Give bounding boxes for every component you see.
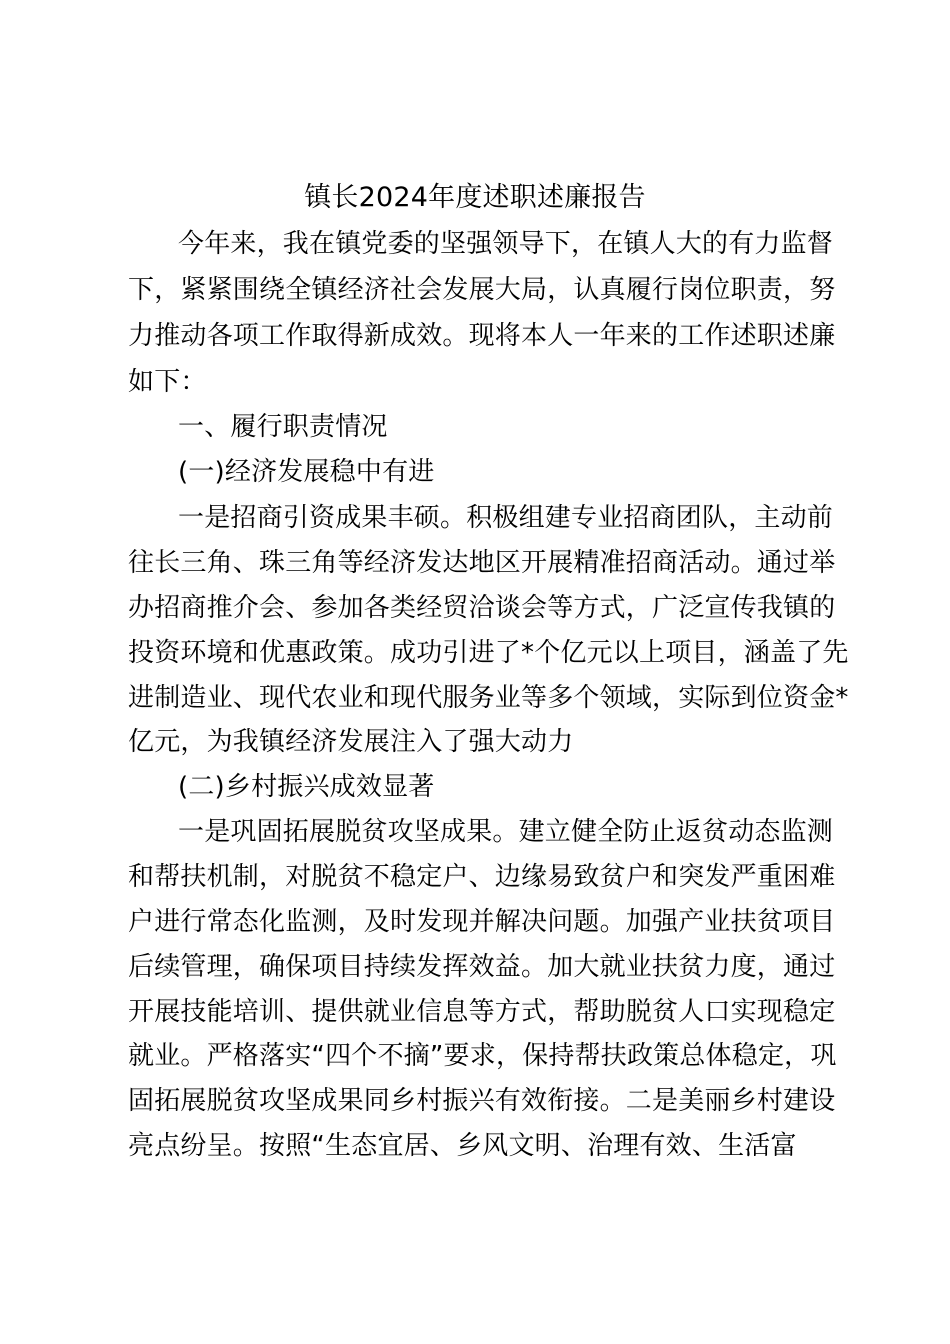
subsection-heading: (二)乡村振兴成效显著 [178, 772, 435, 802]
section-heading: 一、履行职责情况 [178, 412, 388, 442]
paragraph-line: 一是巩固拓展脱贫攻坚成果。建立健全防止返贫动态监测 [178, 817, 834, 847]
paragraph-line: 进制造业、现代农业和现代服务业等多个领域，实际到位资金* [128, 683, 849, 713]
paragraph-line: 就业。严格落实“四个不摘”要求，保持帮扶政策总体稳定，巩 [128, 1041, 837, 1071]
paragraph-line: 往长三角、珠三角等经济发达地区开展精准招商活动。通过举 [128, 548, 836, 578]
paragraph-line: 投资环境和优惠政策。成功引进了*个亿元以上项目，涵盖了先 [128, 638, 849, 668]
paragraph-line: 开展技能培训、提供就业信息等方式，帮助脱贫人口实现稳定 [128, 997, 836, 1027]
paragraph-line: 后续管理，确保项目持续发挥效益。加大就业扶贫力度，通过 [128, 952, 836, 982]
subsection-heading: (一)经济发展稳中有进 [178, 457, 435, 487]
paragraph-line: 一是招商引资成果丰硕。积极组建专业招商团队，主动前 [178, 503, 834, 533]
paragraph-line: 如下： [128, 367, 207, 397]
paragraph-line: 户进行常态化监测，及时发现并解决问题。加强产业扶贫项目 [128, 907, 836, 937]
paragraph-line: 固拓展脱贫攻坚成果同乡村振兴有效衔接。二是美丽乡村建设 [128, 1086, 836, 1116]
paragraph-line: 今年来，我在镇党委的坚强领导下，在镇人大的有力监督 [178, 229, 834, 259]
paragraph-line: 下，紧紧围绕全镇经济社会发展大局，认真履行岗位职责，努 [128, 275, 836, 305]
paragraph-line: 亿元，为我镇经济发展注入了强大动力 [128, 727, 574, 757]
document-title: 镇长2024年度述职述廉报告 [304, 182, 646, 213]
paragraph-line: 和帮扶机制，对脱贫不稳定户、边缘易致贫户和突发严重困难 [128, 862, 836, 892]
paragraph-line: 亮点纷呈。按照“生态宜居、乡风文明、治理有效、生活富 [128, 1131, 797, 1161]
paragraph-line: 力推动各项工作取得新成效。现将本人一年来的工作述职述廉 [128, 321, 836, 351]
paragraph-line: 办招商推介会、参加各类经贸洽谈会等方式，广泛宣传我镇的 [128, 593, 836, 623]
